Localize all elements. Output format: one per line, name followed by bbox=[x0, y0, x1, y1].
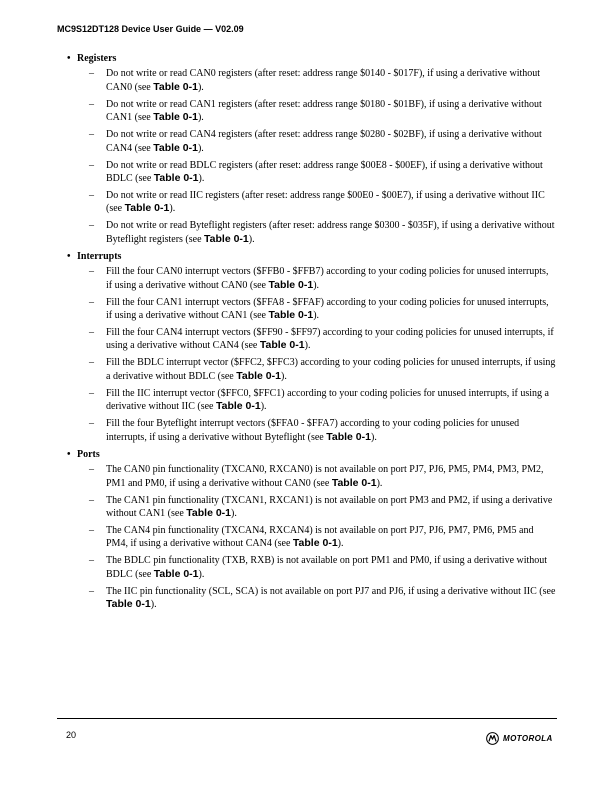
table-reference: Table 0-1 bbox=[106, 598, 151, 611]
item-text-end: ). bbox=[281, 370, 287, 382]
section-title bbox=[57, 449, 557, 461]
document-body bbox=[57, 50, 557, 616]
table-reference: Table 0-1 bbox=[153, 80, 198, 93]
dash-icon: – bbox=[89, 555, 94, 567]
item-text: Do not write or read IIC registers (after reset: address range $00E0 - $00E7), if using a derivative without IIC (see bbox=[106, 190, 545, 215]
item-text-end: ). bbox=[198, 173, 205, 185]
item-text: Do not write or read CAN1 registers (after reset: address range $0180 - $01BF), if using a derivative without CAN1 (see bbox=[106, 98, 542, 124]
table-reference: Table 0-1 bbox=[153, 172, 199, 185]
bullet-icon: • bbox=[67, 250, 71, 262]
item-text: Do not write or read CAN4 registers (after reset: address range $0280 - $02BF), if using a derivative without CAN4 (see bbox=[106, 129, 542, 154]
section-interrupts bbox=[57, 251, 557, 444]
item-text: The IIC pin functionality (SCL, SCA) is not available on port PJ7 and PJ6, if using a derivative without IIC (see bbox=[106, 585, 556, 597]
table-reference: Table 0-1 bbox=[186, 506, 232, 519]
item-text: The BDLC pin functionality (TXB, RXB) is not available on port PM1 and PM0, if using a derivative without BDLC (see bbox=[106, 555, 548, 580]
dash-icon: – bbox=[89, 585, 94, 597]
dash-icon: – bbox=[89, 464, 94, 476]
section-title bbox=[57, 251, 557, 263]
dash-icon: – bbox=[89, 357, 94, 369]
dash-icon: – bbox=[89, 494, 94, 506]
dash-icon: – bbox=[89, 266, 94, 278]
list-item bbox=[57, 129, 557, 155]
table-reference: Table 0-1 bbox=[326, 430, 371, 443]
item-text-end: ). bbox=[231, 507, 237, 519]
item-text-end: ). bbox=[304, 340, 311, 352]
brand-name: MOTOROLA bbox=[503, 734, 553, 743]
item-text-end: ). bbox=[260, 401, 267, 413]
dash-icon: – bbox=[89, 327, 94, 339]
footer-divider bbox=[57, 718, 557, 719]
list-item bbox=[57, 357, 557, 383]
table-reference: Table 0-1 bbox=[153, 141, 198, 154]
item-text: Fill the four CAN0 interrupt vectors ($FFB0 - $FFB7) according to your coding policies for unused interrupts, if using a derivative without CAN0 (see bbox=[106, 266, 549, 291]
dash-icon: – bbox=[89, 220, 94, 232]
list-item bbox=[57, 586, 557, 612]
item-text-end: ). bbox=[313, 310, 320, 322]
item-text: The CAN1 pin functionality (TXCAN1, RXCAN1) is not available on port PM3 and PM2, if using a derivative without CAN1 (see bbox=[106, 494, 553, 519]
dash-icon: – bbox=[89, 387, 94, 399]
section-title-text: Interrupts bbox=[77, 250, 122, 262]
list-item bbox=[57, 190, 557, 216]
dash-icon: – bbox=[89, 129, 94, 141]
item-text: Do not write or read CAN0 registers (after reset: address range $0140 - $017F), if using a derivative without CAN0 (see bbox=[106, 68, 541, 93]
item-text: Fill the four CAN1 interrupt vectors ($FFA8 - $FFAF) according to your coding policies for unused interrupts, if using a derivative without CAN1 (see bbox=[106, 296, 549, 322]
dash-icon: – bbox=[89, 418, 94, 430]
list-item bbox=[57, 160, 557, 186]
item-text-end: ). bbox=[197, 142, 204, 154]
list-item bbox=[57, 388, 557, 414]
list-item bbox=[57, 327, 557, 353]
dash-icon: – bbox=[89, 159, 94, 171]
list-item bbox=[57, 495, 557, 521]
dash-icon: – bbox=[89, 68, 94, 80]
list-item bbox=[57, 220, 557, 246]
list-item bbox=[57, 555, 557, 581]
item-text: The CAN4 pin functionality (TXCAN4, RXCAN4) is not available on port PJ7, PJ6, PM7, PM6, PM5 and PM4, if using a derivative without CAN4 (see bbox=[106, 524, 534, 550]
item-text: The CAN0 pin functionality (TXCAN0, RXCAN0) is not available on port PJ7, PJ6, PM5, PM4, PM3, PM2, PM1 and PM0, if using a derivative without CAN0 (see bbox=[106, 464, 544, 489]
table-reference: Table 0-1 bbox=[236, 369, 281, 382]
motorola-logo-icon bbox=[486, 732, 499, 745]
list-item bbox=[57, 525, 557, 551]
bullet-icon: • bbox=[67, 448, 71, 460]
section-title-text: Registers bbox=[77, 53, 117, 64]
table-reference: Table 0-1 bbox=[124, 202, 170, 215]
section-title bbox=[57, 53, 557, 65]
item-text-end: ). bbox=[370, 431, 377, 443]
dash-icon: – bbox=[89, 296, 94, 308]
item-text-end: ). bbox=[197, 112, 204, 124]
item-text-end: ). bbox=[376, 477, 383, 489]
list-item bbox=[57, 464, 557, 490]
item-text: Fill the four CAN4 interrupt vectors ($FF90 - $FF97) according to your coding policies for unused interrupts, if using a derivative without CAN4 (see bbox=[106, 327, 554, 352]
section-registers bbox=[57, 53, 557, 246]
table-reference: Table 0-1 bbox=[292, 537, 338, 550]
item-text: Do not write or read Byteflight registers (after reset: address range $0300 - $035F), if using a derivative without Byteflight registers (see bbox=[106, 220, 555, 245]
table-reference: Table 0-1 bbox=[268, 309, 314, 322]
table-reference: Table 0-1 bbox=[204, 232, 249, 245]
table-reference: Table 0-1 bbox=[331, 476, 377, 489]
item-text: Fill the four Byteflight interrupt vectors ($FFA0 - $FFA7) according to your coding policies for unused interrupts, if using a derivative without Byteflight (see bbox=[106, 418, 520, 443]
item-text-end: ). bbox=[150, 599, 157, 611]
dash-icon: – bbox=[89, 190, 94, 202]
item-text: Fill the IIC interrupt vector ($FFC0, $FFC1) according to your coding policies for unused interrupts, if using a derivative without IIC (see bbox=[106, 387, 549, 413]
table-reference: Table 0-1 bbox=[259, 339, 305, 352]
footer-brand bbox=[486, 732, 553, 745]
dash-icon: – bbox=[89, 98, 94, 110]
section-title-text: Ports bbox=[77, 448, 100, 460]
list-item bbox=[57, 99, 557, 125]
table-reference: Table 0-1 bbox=[215, 400, 261, 413]
item-text-end: ). bbox=[197, 81, 204, 93]
list-item bbox=[57, 68, 557, 94]
section-ports bbox=[57, 449, 557, 612]
table-reference: Table 0-1 bbox=[153, 111, 198, 124]
list-item bbox=[57, 266, 557, 292]
table-reference: Table 0-1 bbox=[153, 567, 199, 580]
item-text: Do not write or read BDLC registers (after reset: address range $00E8 - $00EF), if using a derivative without BDLC (see bbox=[106, 159, 543, 185]
item-text-end: ). bbox=[169, 203, 176, 215]
item-text-end: ). bbox=[337, 538, 344, 550]
item-text-end: ). bbox=[313, 279, 320, 291]
dash-icon: – bbox=[89, 524, 94, 536]
item-text: Fill the BDLC interrupt vector ($FFC2, $FFC3) according to your coding policies for unused interrupts, if using a derivative without BDLC (see bbox=[106, 357, 556, 382]
page-header: MC9S12DT128 Device User Guide — V02.09 bbox=[57, 24, 244, 34]
item-text-end: ). bbox=[198, 568, 205, 580]
item-text-end: ). bbox=[248, 233, 255, 245]
bullet-icon: • bbox=[67, 53, 71, 64]
list-item bbox=[57, 418, 557, 444]
page-number: 20 bbox=[66, 730, 77, 740]
list-item bbox=[57, 297, 557, 323]
table-reference: Table 0-1 bbox=[268, 278, 314, 291]
